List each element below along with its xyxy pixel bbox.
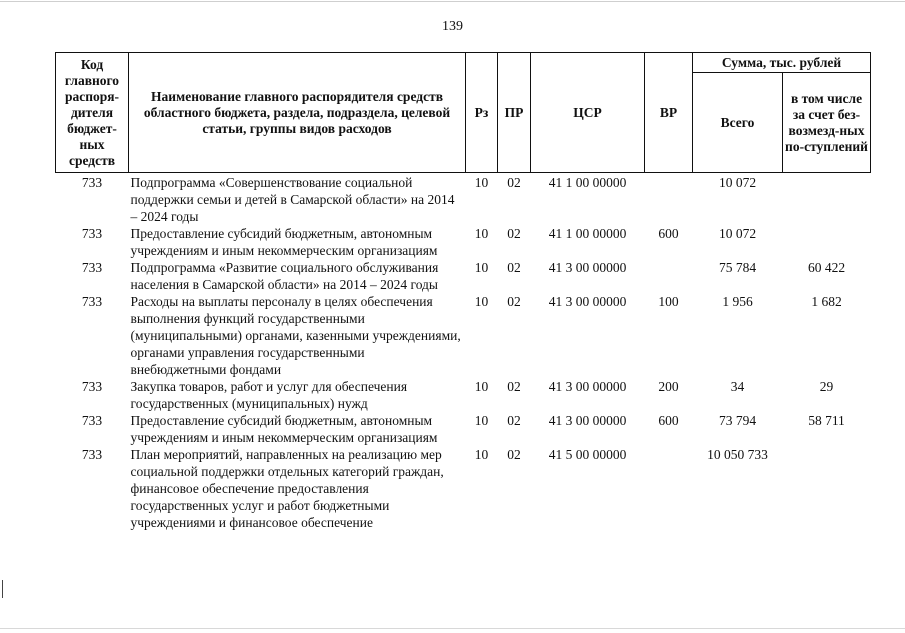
page-number: 139 [442, 19, 463, 34]
scan-edge-bottom [0, 628, 905, 629]
cell-rz: 10 [474, 294, 489, 309]
header-csr: ЦСР [531, 53, 645, 173]
cell-rz: 10 [474, 413, 489, 428]
cell-rz: 10 [474, 226, 489, 241]
table-row [56, 259, 871, 293]
header-total: Всего [693, 73, 783, 173]
cell-grant: 60 422 [807, 260, 846, 275]
cell-grant [783, 446, 871, 531]
cell-name: План мероприятий, направленных на реализацию мер социальной поддержки отдельных категорий граждан, финансовое обеспечение предоставления государственных услуг и работ бюджетными учреждениями и финансовое обеспечение [130, 447, 444, 530]
cell-grant: 29 [819, 379, 834, 394]
cell-code: 733 [81, 413, 103, 428]
cell-name: Подпрограмма «Развитие социального обслуживания населения в Самарской области» на 2014 – 2024 годы [130, 260, 439, 292]
cell-pr: 02 [507, 413, 521, 428]
header-vr: ВР [645, 53, 693, 173]
cell-csr: 41 1 00 00000 [548, 226, 627, 241]
header-grant: в том числе за счет без-возмезд-ных по-ступлений [783, 73, 871, 173]
cell-name: Расходы на выплаты персоналу в целях обеспечения выполнения функций государственными (муниципальными) органами, казенными учреждениями, органами управления государственными внебюджетными фондами [130, 294, 461, 377]
header-name: Наименование главного распорядителя средств областного бюджета, раздела, подраздела, целевой статьи, группы видов расходов [129, 53, 466, 173]
table-row [56, 293, 871, 378]
table-row [56, 225, 871, 259]
cell-rz: 10 [474, 379, 489, 394]
cell-vr: 600 [658, 226, 679, 241]
table-row [56, 378, 871, 412]
cell-total: 10 072 [718, 226, 757, 241]
cell-pr: 02 [507, 226, 521, 241]
cell-pr: 02 [507, 294, 521, 309]
cell-total: 1 956 [722, 294, 753, 309]
cell-rz: 10 [474, 175, 489, 190]
cell-vr [645, 259, 693, 293]
cell-rz: 10 [474, 447, 489, 462]
table-body [56, 173, 871, 532]
cell-grant [783, 225, 871, 259]
cell-code: 733 [81, 379, 103, 394]
cell-csr: 41 3 00 00000 [548, 294, 627, 309]
cell-total: 73 794 [718, 413, 757, 428]
cell-grant [783, 173, 871, 226]
cell-vr: 200 [658, 379, 679, 394]
header-rz: Рз [466, 53, 498, 173]
cell-pr: 02 [507, 175, 521, 190]
table-row [56, 173, 871, 226]
header-sum-group: Сумма, тыс. рублей [693, 53, 871, 73]
cell-pr: 02 [507, 447, 521, 462]
cell-name: Подпрограмма «Совершенствование социальной поддержки семьи и детей в Самарской области» на 2014 – 2024 годы [130, 175, 455, 224]
cell-vr: 600 [658, 413, 679, 428]
cell-csr: 41 3 00 00000 [548, 260, 627, 275]
budget-table [55, 52, 871, 531]
cell-grant: 1 682 [811, 294, 842, 309]
table-row [56, 412, 871, 446]
cell-total: 10 050 733 [707, 447, 768, 462]
cell-code: 733 [81, 226, 103, 241]
header-pr: ПР [498, 53, 531, 173]
header-code: Код главного распоря-дителя бюджет-ных средств [56, 53, 129, 173]
cell-name: Предоставление субсидий бюджетным, автономным учреждениям и иным некоммерческим организациям [130, 226, 438, 258]
cell-name: Предоставление субсидий бюджетным, автономным учреждениям и иным некоммерческим организациям [130, 413, 438, 445]
cell-csr: 41 3 00 00000 [548, 413, 627, 428]
scan-mark-left [2, 580, 3, 598]
cell-csr: 41 3 00 00000 [548, 379, 627, 394]
cell-grant: 58 711 [808, 413, 845, 428]
cell-code: 733 [81, 260, 103, 275]
cell-pr: 02 [507, 379, 521, 394]
cell-csr: 41 1 00 00000 [548, 175, 627, 190]
cell-csr: 41 5 00 00000 [548, 447, 627, 462]
scan-edge-top [0, 1, 905, 2]
cell-total: 34 [730, 379, 745, 394]
cell-code: 733 [81, 294, 103, 309]
cell-name: Закупка товаров, работ и услуг для обеспечения государственных (муниципальных) нужд [130, 379, 408, 411]
cell-code: 733 [81, 447, 103, 462]
cell-pr: 02 [507, 260, 521, 275]
cell-code: 733 [81, 175, 103, 190]
cell-total: 10 072 [718, 175, 757, 190]
cell-rz: 10 [474, 260, 489, 275]
cell-vr [645, 173, 693, 226]
cell-total: 75 784 [718, 260, 757, 275]
cell-vr: 100 [658, 294, 679, 309]
table-row [56, 446, 871, 531]
cell-vr [645, 446, 693, 531]
